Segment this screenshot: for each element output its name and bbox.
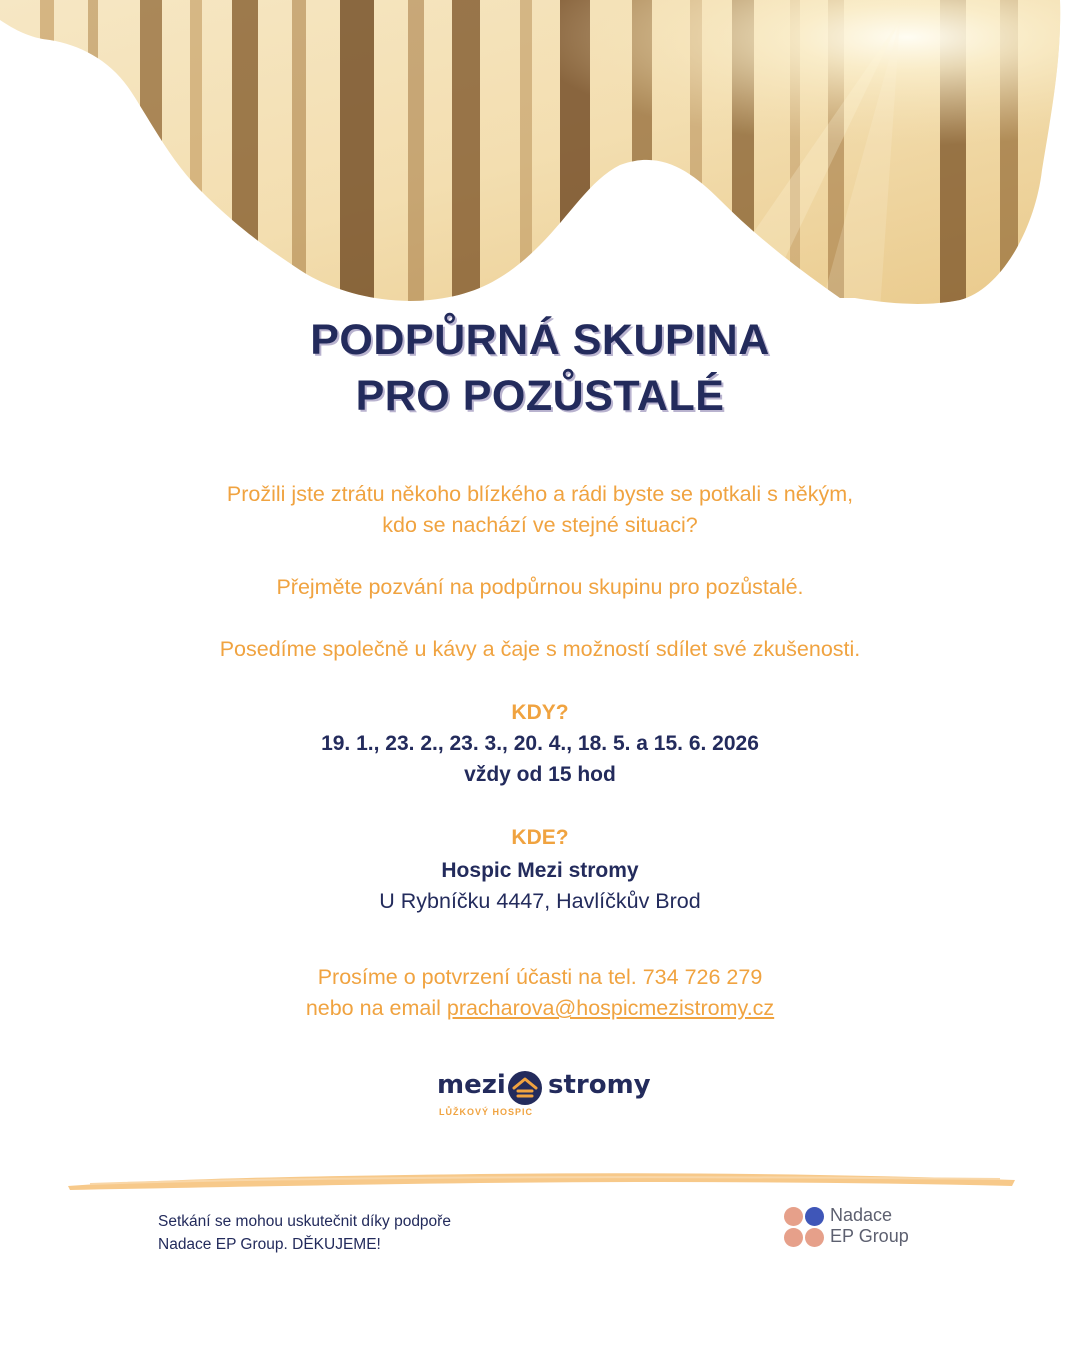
sponsor-line-2: EP Group (830, 1226, 909, 1246)
where-place: Hospic Mezi stromy (441, 859, 639, 882)
brush-divider (60, 1166, 1020, 1196)
logo-word-mezi: mezi (437, 1070, 506, 1100)
house-icon (507, 1070, 543, 1106)
when-dates: 19. 1., 23. 2., 23. 3., 20. 4., 18. 5. a 15. 6. 2026 (321, 732, 759, 755)
email-link[interactable]: pracharova@hospicmezistromy.cz (446, 996, 775, 1020)
intro-line-1: Prožili jste ztrátu někoho blízkého a rádi byste se potkali s někým, (226, 482, 854, 506)
footer-line-1: Setkání se mohou uskutečnit díky podpoře (158, 1213, 451, 1230)
intro-question (0, 479, 1080, 541)
when-label: KDY? (511, 701, 569, 724)
contact-email-prefix: nebo na email (305, 996, 447, 1020)
footer-thanks (158, 1210, 451, 1256)
contact-phone-line: Prosíme o potvrzení účasti na tel. 734 726 279 (317, 965, 763, 989)
logo-dot-salmon-bottom-left (784, 1228, 803, 1247)
logo-dot-salmon-top (784, 1207, 803, 1226)
title-line-1: PODPŮRNÁ SKUPINA (310, 316, 770, 364)
mezi-stromy-logo (437, 1068, 657, 1128)
footer-line-2: Nadace EP Group. DĚKUJEME! (158, 1236, 381, 1253)
logo-dot-blue (805, 1207, 824, 1226)
intro-line-2: kdo se nachází ve stejné situaci? (382, 513, 698, 537)
contact-email-line (0, 993, 1080, 1024)
logo-word-stromy: stromy (548, 1070, 651, 1100)
where-address: U Rybníčku 4447, Havlíčkův Brod (379, 889, 701, 913)
contact-block (0, 962, 1080, 1024)
logo-subtitle: LŮŽKOVÝ HOSPIC (439, 1107, 534, 1117)
intro-invitation: Přejměte pozvání na podpůrnou skupinu pro pozůstalé. (276, 575, 804, 599)
title-line-2: PRO POZŮSTALÉ (355, 372, 725, 420)
nadace-ep-group-logo (784, 1205, 934, 1251)
intro-description: Posedíme společně u kávy a čaje s možností sdílet své zkušenosti. (219, 637, 861, 661)
nadace-text (830, 1205, 909, 1247)
sponsor-line-1: Nadace (830, 1205, 893, 1225)
page-title (0, 312, 1080, 424)
when-time: vždy od 15 hod (464, 763, 616, 786)
forest-hero-image (0, 0, 1080, 310)
where-label: KDE? (511, 826, 569, 849)
logo-dot-salmon-bottom-right (805, 1228, 824, 1247)
